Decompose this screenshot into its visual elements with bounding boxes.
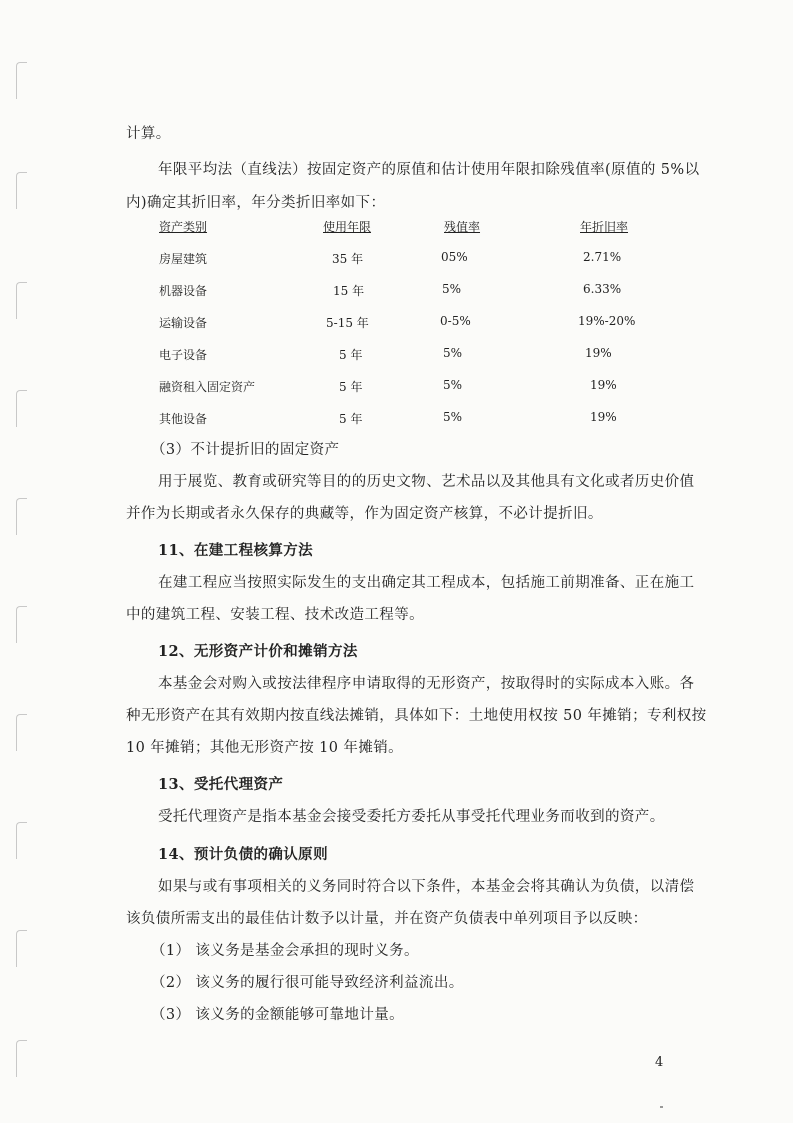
paragraph-line: 内)确定其折旧率，年分类折旧率如下： — [126, 195, 386, 211]
table-header: 残值率 — [444, 220, 481, 234]
paragraph-line: 用于展览、教育或研究等目的的历史文物、艺术品以及其他具有文化或者历史价值 — [158, 474, 695, 490]
paragraph-line: 种无形资产在其有效期内按直线法摊销，具体如下：土地使用权按 50 年摊销；专利权按 — [126, 708, 707, 724]
binder-mark — [16, 282, 27, 319]
table-cell: 19% — [585, 346, 612, 360]
table-cell: 5% — [443, 346, 463, 360]
section-heading: 12、无形资产计价和摊销方法 — [158, 643, 358, 660]
table-cell: 融资租入固定资产 — [159, 380, 256, 394]
table-cell: 05% — [441, 250, 468, 264]
table-cell: 电子设备 — [159, 348, 208, 362]
table-cell: 19% — [590, 378, 617, 392]
table-cell: 5% — [442, 282, 462, 296]
paragraph-line: 10 年摊销；其他无形资产按 10 年摊销。 — [126, 740, 404, 756]
binder-mark — [16, 62, 27, 99]
list-item: （3） 该义务的金额能够可靠地计量。 — [151, 1007, 405, 1023]
paragraph-line: 计算。 — [126, 126, 171, 142]
binder-mark — [16, 1040, 27, 1077]
scan-speck — [660, 1106, 663, 1108]
subsection-title: （3）不计提折旧的固定资产 — [151, 442, 340, 458]
table-cell: 其他设备 — [159, 412, 208, 426]
binder-mark — [16, 822, 27, 859]
table-cell: 6.33% — [583, 282, 622, 296]
table-cell: 5 年 — [339, 348, 363, 362]
table-cell: 机器设备 — [159, 284, 208, 298]
table-cell: 5% — [443, 378, 463, 392]
paragraph-line: 该负债所需支出的最佳估计数予以计量，并在资产负债表中单列项目予以反映： — [126, 911, 648, 927]
paragraph-line: 并作为长期或者永久保存的典藏等，作为固定资产核算，不必计提折旧。 — [126, 506, 603, 522]
table-cell: 5 年 — [339, 412, 363, 426]
paragraph-line: 年限平均法（直线法）按固定资产的原值和估计使用年限扣除残值率(原值的 5%以 — [158, 162, 700, 178]
table-cell: 19% — [590, 410, 617, 424]
table-cell: 5-15 年 — [326, 316, 369, 330]
paragraph-line: 如果与或有事项相关的义务同时符合以下条件，本基金会将其确认为负债，以清偿 — [158, 879, 695, 895]
table-cell: 房屋建筑 — [159, 252, 208, 266]
table-cell: 5% — [443, 410, 463, 424]
paragraph-line: 受托代理资产是指本基金会接受委托方委托从事受托代理业务而收到的资产。 — [158, 809, 665, 825]
binder-mark — [16, 498, 27, 535]
binder-mark — [16, 714, 27, 751]
table-cell: 5 年 — [339, 380, 363, 394]
table-header: 资产类别 — [159, 220, 208, 234]
table-header: 年折旧率 — [580, 220, 629, 234]
page-number: 4 — [655, 1055, 664, 1070]
table-cell: 运输设备 — [159, 316, 208, 330]
section-heading: 14、预计负债的确认原则 — [158, 846, 328, 863]
table-cell: 2.71% — [583, 250, 622, 264]
section-heading: 13、受托代理资产 — [158, 776, 284, 793]
table-cell: 0-5% — [440, 314, 471, 328]
table-cell: 19%-20% — [578, 314, 636, 328]
binder-mark — [16, 172, 27, 209]
paragraph-line: 中的建筑工程、安装工程、技术改造工程等。 — [126, 607, 424, 623]
binder-mark — [16, 606, 27, 643]
binder-mark — [16, 390, 27, 427]
paragraph-line: 在建工程应当按照实际发生的支出确定其工程成本，包括施工前期准备、正在施工 — [158, 575, 695, 591]
list-item: （1） 该义务是基金会承担的现时义务。 — [151, 943, 419, 959]
list-item: （2） 该义务的履行很可能导致经济利益流出。 — [151, 975, 464, 991]
table-cell: 35 年 — [332, 252, 364, 266]
binder-mark — [16, 930, 27, 967]
paragraph-line: 本基金会对购入或按法律程序申请取得的无形资产，按取得时的实际成本入账。各 — [158, 676, 695, 692]
table-header: 使用年限 — [323, 220, 372, 234]
table-cell: 15 年 — [333, 284, 365, 298]
section-heading: 11、在建工程核算方法 — [158, 542, 314, 559]
